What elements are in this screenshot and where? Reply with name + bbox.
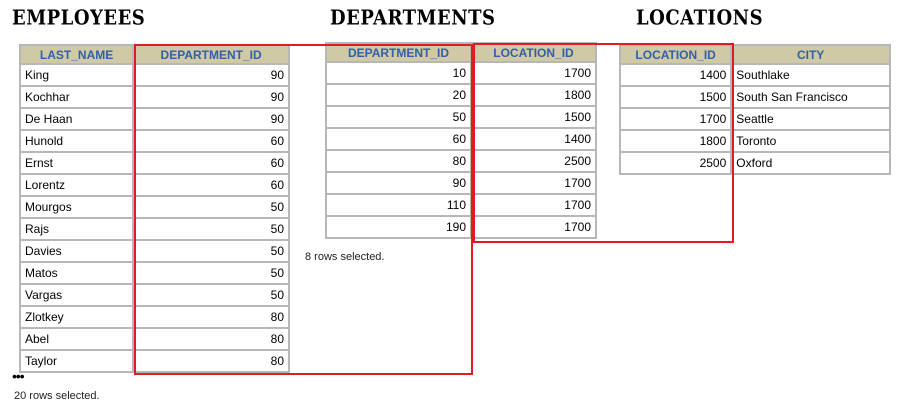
employees-cell: 60 [133, 130, 289, 152]
locations-cell: 1500 [620, 86, 731, 108]
employees-title: EMPLOYEES [12, 6, 146, 31]
employees-cell: 50 [133, 196, 289, 218]
continuation-dots: ••• [12, 368, 24, 384]
employees-cell: Zlotkey [20, 306, 133, 328]
location-id-join-highlight [473, 43, 734, 243]
locations-header-city: CITY [731, 45, 890, 64]
locations-cell: Oxford [731, 152, 890, 174]
departments-cell: 80 [326, 150, 471, 172]
locations-cell: 1700 [620, 108, 731, 130]
departments-cell: 90 [326, 172, 471, 194]
departments-rows-selected: 8 rows selected. [305, 251, 385, 263]
departments-cell: 1700 [471, 194, 596, 216]
employees-cell: Lorentz [20, 174, 133, 196]
employees-cell: Matos [20, 262, 133, 284]
departments-cell: 50 [326, 106, 471, 128]
employees-header-department-id: DEPARTMENT_ID [133, 45, 289, 64]
locations-cell: 1400 [620, 64, 731, 86]
employees-header-last-name: LAST_NAME [20, 45, 133, 64]
departments-cell: 1800 [471, 84, 596, 106]
departments-cell: 60 [326, 128, 471, 150]
employees-cell: 80 [133, 328, 289, 350]
employees-cell: 50 [133, 218, 289, 240]
employees-cell: King [20, 64, 133, 86]
employees-cell: 50 [133, 262, 289, 284]
departments-cell: 20 [326, 84, 471, 106]
employees-cell: 50 [133, 284, 289, 306]
employees-cell: Rajs [20, 218, 133, 240]
employees-cell: 90 [133, 108, 289, 130]
departments-header-location-id: LOCATION_ID [471, 43, 596, 62]
departments-cell: 1700 [471, 216, 596, 238]
departments-cell: 1400 [471, 128, 596, 150]
employees-cell: Ernst [20, 152, 133, 174]
employees-cell: Kochhar [20, 86, 133, 108]
departments-cell: 110 [326, 194, 471, 216]
employees-cell: Mourgos [20, 196, 133, 218]
departments-header-department-id: DEPARTMENT_ID [326, 43, 471, 62]
locations-cell: 2500 [620, 152, 731, 174]
locations-cell: Seattle [731, 108, 890, 130]
locations-title: LOCATIONS [636, 6, 764, 31]
employees-rows-selected: 20 rows selected. [14, 390, 100, 402]
locations-cell: 1800 [620, 130, 731, 152]
locations-cell: Toronto [731, 130, 890, 152]
employees-cell: Davies [20, 240, 133, 262]
employees-cell: 50 [133, 240, 289, 262]
locations-cell: South San Francisco [731, 86, 890, 108]
employees-cell: 60 [133, 174, 289, 196]
employees-cell: De Haan [20, 108, 133, 130]
departments-cell: 1700 [471, 172, 596, 194]
departments-cell: 1700 [471, 62, 596, 84]
departments-cell: 10 [326, 62, 471, 84]
employees-cell: Hunold [20, 130, 133, 152]
department-id-join-highlight [134, 44, 473, 375]
employees-cell: 80 [133, 350, 289, 372]
employees-cell: 90 [133, 64, 289, 86]
locations-header-location-id: LOCATION_ID [620, 45, 731, 64]
employees-cell: Vargas [20, 284, 133, 306]
employees-cell: Abel [20, 328, 133, 350]
locations-cell: Southlake [731, 64, 890, 86]
departments-cell: 1500 [471, 106, 596, 128]
employees-cell: 90 [133, 86, 289, 108]
employees-cell: 60 [133, 152, 289, 174]
departments-title: DEPARTMENTS [330, 6, 496, 31]
departments-cell: 2500 [471, 150, 596, 172]
employees-cell: Taylor [20, 350, 133, 372]
employees-cell: 80 [133, 306, 289, 328]
departments-cell: 190 [326, 216, 471, 238]
